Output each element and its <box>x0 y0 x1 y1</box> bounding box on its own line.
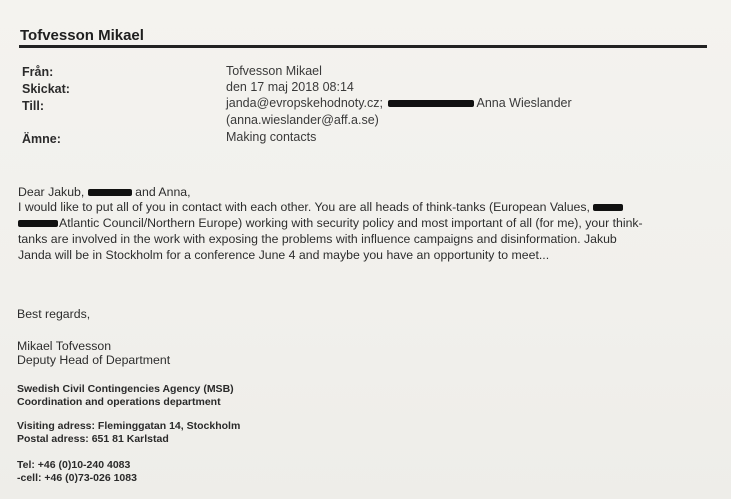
body-line-4: Janda will be in Stockholm for a conference June 4 and maybe you have an opportunity to meet... <box>18 248 550 262</box>
sent-value: den 17 maj 2018 08:14 <box>226 80 354 94</box>
header-rule <box>19 45 707 48</box>
from-value: Tofvesson Mikael <box>226 64 322 78</box>
org-name: Swedish Civil Contingencies Agency (MSB) <box>17 383 234 395</box>
redaction-mark <box>18 220 58 227</box>
to-label: Till: <box>22 99 44 113</box>
org-department: Coordination and operations department <box>17 396 221 408</box>
body-line-1 <box>18 199 718 215</box>
greeting-line <box>18 184 718 200</box>
to-address-2: Anna Wieslander <box>476 96 572 110</box>
sender-name: Tofvesson Mikael <box>20 27 144 44</box>
redaction-mark <box>388 100 474 107</box>
subject-label: Ämne: <box>22 132 61 146</box>
closing: Best regards, <box>17 307 91 321</box>
cellphone: -cell: +46 (0)73-026 1083 <box>17 472 137 484</box>
to-address-3: (anna.wieslander@aff.a.se) <box>226 113 379 127</box>
to-address-1: janda@evropskehodnoty.cz; <box>226 96 383 110</box>
subject-value: Making contacts <box>226 130 317 144</box>
signature-name: Mikael Tofvesson <box>17 339 112 353</box>
body-line-2 <box>18 215 718 231</box>
greeting-start: Dear Jakub, <box>18 185 85 199</box>
redaction-mark <box>593 204 623 211</box>
signature-title: Deputy Head of Department <box>17 353 171 367</box>
postal-address: Postal adress: 651 81 Karlstad <box>17 433 169 445</box>
from-label: Från: <box>22 65 54 79</box>
redaction-mark <box>88 189 132 196</box>
body-line-3: tanks are involved in the work with exposing the problems with influence campaigns and disinformation. Jakub <box>18 232 617 246</box>
visiting-address: Visiting adress: Fleminggatan 14, Stockholm <box>17 420 241 432</box>
body-text: I would like to put all of you in contact with each other. You are all heads of think-tanks (European Values, <box>18 200 590 214</box>
telephone: Tel: +46 (0)10-240 4083 <box>17 459 131 471</box>
sent-label: Skickat: <box>22 82 70 96</box>
to-value <box>226 96 572 110</box>
greeting-end: and Anna, <box>135 185 191 199</box>
body-text: Atlantic Council/Northern Europe) working with security policy and most important of all (for me), your think- <box>59 216 643 230</box>
